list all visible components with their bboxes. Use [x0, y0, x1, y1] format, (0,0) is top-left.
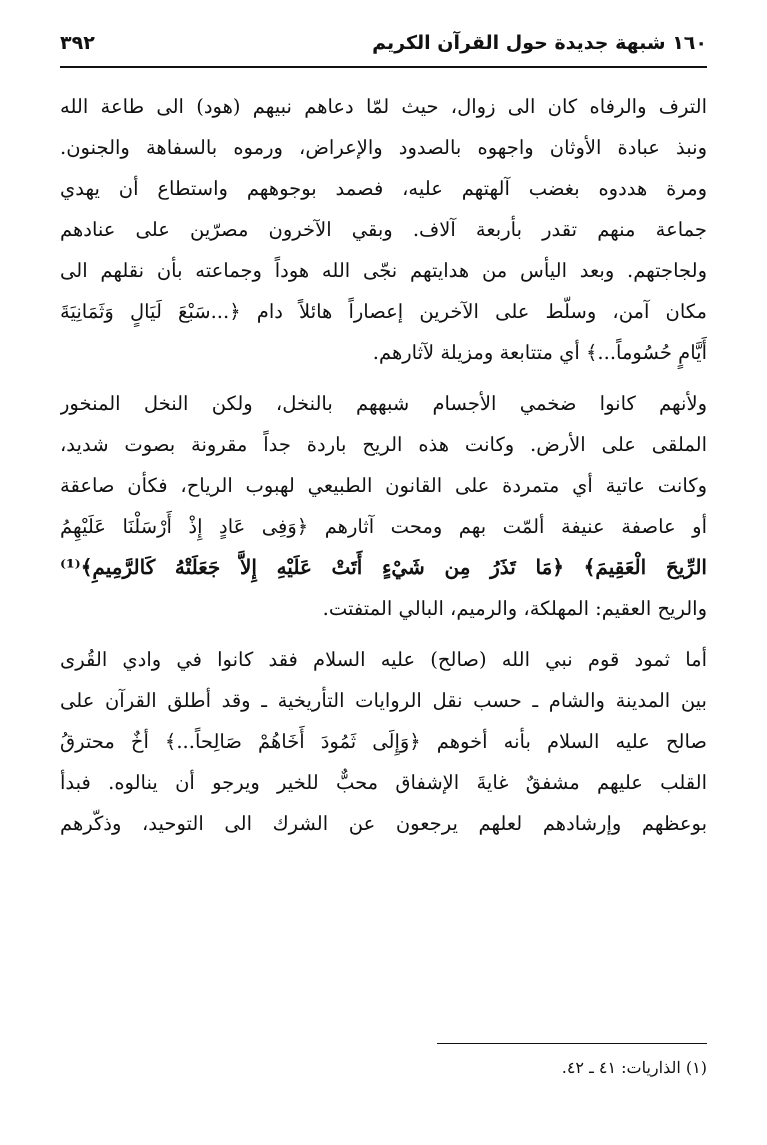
text-line: صالح عليه السلام بأنه أخوهم ﴿وَإِلَى ثَمُودَ أَخَاهُمْ صَالِحاً...﴾ أخٌ محترقُ	[60, 730, 707, 753]
page-header	[60, 28, 707, 64]
text-line: القلب عليهم مشفقٌ غايةَ الإشفاق محبٌّ للخير ويرجو أن ينالوه. فبدأ	[60, 771, 707, 794]
header-divider	[60, 66, 707, 68]
text-line: جماعة منهم تقدر بأربعة آلاف. وبقي الآخرون مصرّين على عنادهم	[60, 218, 707, 241]
text-line: والريح العقيم: المهلكة، والرميم، البالي المتفتت.	[322, 597, 707, 620]
footnote: (١) الذاريات: ٤١ ـ ٤٢.	[561, 1058, 707, 1077]
text-line: بين المدينة والشام ـ حسب نقل الروايات التأريخية ـ وقد أطلق القرآن على	[60, 689, 707, 712]
paragraph-3	[60, 639, 707, 844]
text-line: الترف والرفاه كان الى زوال، حيث لمّا دعاهم نبيهم (هود) الى طاعة الله	[60, 95, 707, 118]
text-line: وكانت عاتية أي متمردة على القانون الطبيعي لهبوب الرياح، فكأن صاعقة	[60, 474, 707, 497]
footnote-divider	[437, 1043, 707, 1044]
body-text	[60, 86, 707, 844]
text-line: مكان آمن، وسلّط على الآخرين إعصاراً هائلاً دام ﴿...سَبْعَ لَيَالٍ وَثَمَانِيَةَ	[60, 300, 707, 323]
text-line: ومرة هددوه بغضب آلهتهم عليه، فصمد بوجوههم واستطاع أن يهدي	[60, 177, 707, 200]
running-title: ١٦٠ شبهة جديدة حول القرآن الكريم	[372, 32, 707, 54]
text-line: أو عاصفة عنيفة ألمّت بهم ومحت آثارهم ﴿وَفِى عَادٍ إِذْ أَرْسَلْنَا عَلَيْهِمُ	[60, 515, 707, 538]
text-line: ولأنهم كانوا ضخمي الأجسام شبههم بالنخل، ولكن النخل المنخور	[60, 392, 707, 415]
text-line: الملقى على الأرض. وكانت هذه الريح باردة جداً مقرونة بصوت شديد،	[60, 433, 707, 456]
text-line: بوعظهم وإرشادهم لعلهم يرجعون عن الشرك الى التوحيد، وذكّرهم	[60, 812, 707, 835]
paragraph-gap	[60, 373, 707, 383]
text-line: أما ثمود قوم نبي الله (صالح) عليه السلام فقد كانوا في وادي القُرى	[60, 648, 707, 671]
text-line: أَيَّامٍ حُسُوماً...﴾ أي متتابعة ومزيلة لآثارهم.	[372, 341, 707, 364]
quran-verse-line: الرِّيحَ الْعَقِيمَ﴾ ﴿مَا تَذَرُ مِن شَيْءٍ أَتَتْ عَلَيْهِ إِلاَّ جَعَلَتْهُ كَالرَّمِيمِ﴾⁽¹⁾	[60, 555, 707, 579]
paragraph-1	[60, 86, 707, 373]
text-line: ولجاجتهم. وبعد اليأس من هدايتهم نجّى الله هوداً وجماعته بأن نقلهم الى	[60, 259, 707, 282]
paragraph-2	[60, 383, 707, 629]
paragraph-gap	[60, 629, 707, 639]
text-line: ونبذ عبادة الأوثان واجهوه بالصدود والإعراض، ورموه بالسفاهة والجنون.	[60, 136, 707, 159]
page-number: ٣٩٢	[60, 32, 95, 54]
